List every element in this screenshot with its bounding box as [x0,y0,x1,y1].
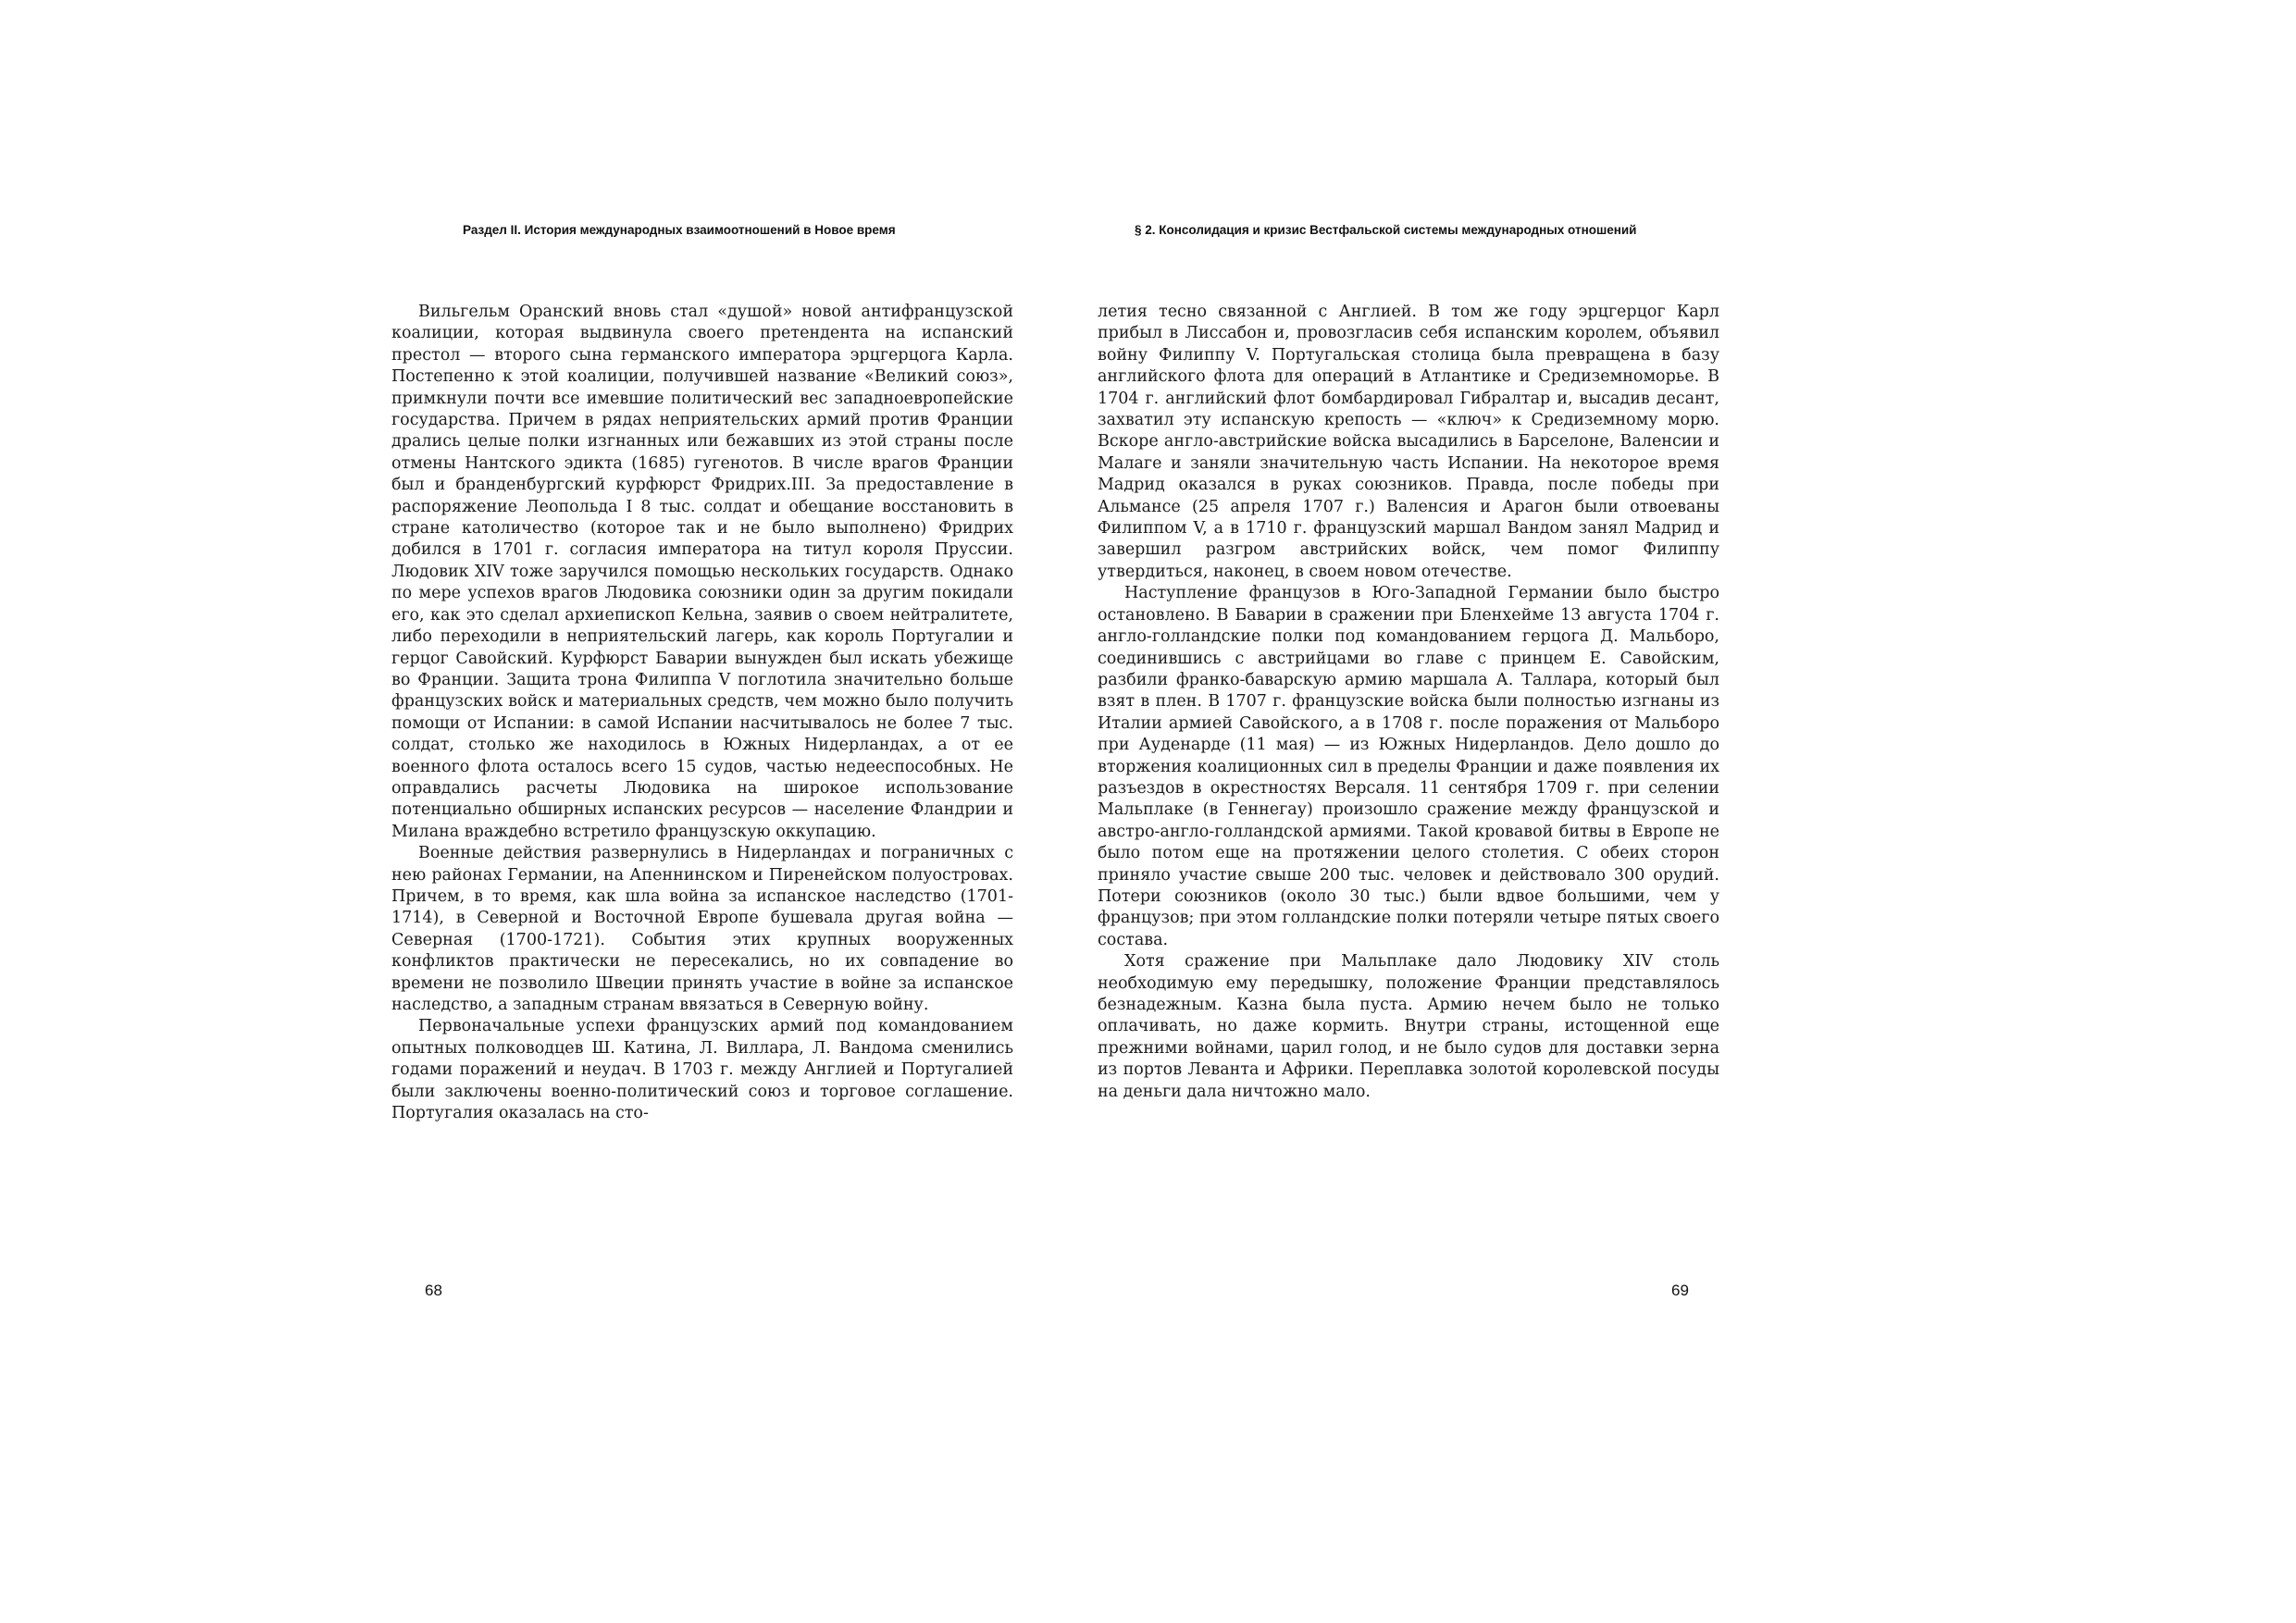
page-number-right: 69 [1671,1282,1689,1299]
paragraph: Вильгельм Оранский вновь стал «душой» новой антифранцузской коалиции, которая выдвинула своего претендента на испанский престол — второго сына германского императора эрцгерцога Карла. Постепенно к этой коалиции, получившей название «Великий союз», примкнули почти все имевшие политический вес западноевропейские государства. Причем в рядах неприятельских армий против Франции дрались целые полки изгнанных или бежавших из этой страны после отмены Нантского эдикта (1685) гугенотов. В числе врагов Франции был и бранденбургский курфюрст Фридрих.III. За предоставление в распоряжение Леопольда I 8 тыс. солдат и обещание восстановить в стране католичество (которое так и не было выполнено) Фридрих добился в 1701 г. согласия императора на титул короля Пруссии. Людовик XIV тоже заручился помощью нескольких государств. Однако по мере успехов врагов Людовика союзники один за другим покидали его, как это сделал архиепископ Кельна, заявив о своем нейтралитете, либо переходили в неприятельский лагерь, как король Португалии и герцог Савойский. Курфюрст Баварии вынужден был искать убежище во Франции. Защита трона Филиппа V поглотила значительно больше французских войск и материальных средств, чем можно было получить помощи от Испании: в самой Испании насчитывалось не более 7 тыс. солдат, столько же находилось в Южных Нидерландах, а от ее военного флота осталось всего 15 судов, частью недееспособных. Не оправдались расчеты Людовика на широкое использование потенциально обширных испанских ресурсов — население Фландрии и Милана враждебно встретило французскую оккупацию. [391,303,1013,841]
running-head-left: Раздел II. История международных взаимоотношений в Новое время [463,223,896,237]
paragraph: Первоначальные успехи французских армий под командованием опытных полководцев Ш. Катина, Л. Виллара, Л. Вандома сменились годами поражений и неудач. В 1703 г. между Англией и Португалией были заключены военно-политический союз и торговое соглашение. Португалия оказалась на сто- [391,1017,1013,1123]
paragraph: Наступление французов в Юго-Западной Германии было быстро остановлено. В Баварии в сражении при Бленхейме 13 августа 1704 г. англо-голландские полки под командованием герцога Д. Мальборо, соединившись с австрийцами во главе с принцем Е. Савойским, разбили франко-баварскую армию маршала А. Таллара, который был взят в плен. В 1707 г. французские войска были полностью изгнаны из Италии армией Савойского, а в 1708 г. после поражения от Мальборо при Ауденарде (11 мая) — из Южных Нидерландов. Дело дошло до вторжения коалиционных сил в пределы Франции и даже появления их разъездов в окрестностях Версаля. 11 сентября 1709 г. при селении Мальплаке (в Геннегау) произошло сражение между французской и австро-англо-голландской армиями. Такой кровавой битвы в Европе не было потом еще на протяжении целого столетия. С обеих сторон приняло участие свыше 200 тыс. человек и действовало 300 орудий. Потери союзников (около 30 тыс.) были вдвое большими, чем у французов; при этом голландские полки потеряли четыре пятых своего состава. [1098,584,1719,949]
text-column-left [391,302,1013,1124]
paragraph: Хотя сражение при Мальплаке дало Людовику XIV столь необходимую ему передышку, положение Франции представлялось безнадежным. Казна была пуста. Армию нечем было не только оплачивать, но даже кормить. Внутри страны, истощенной еще прежними войнами, царил голод, и не было судов для доставки зерна из портов Леванта и Африки. Переплавка золотой королевской посуды на деньги дала ничтожно мало. [1098,952,1719,1101]
right-page [1098,0,2296,1623]
paragraph: летия тесно связанной с Англией. В том же году эрцгерцог Карл прибыл в Лиссабон и, провозгласив себя испанским королем, объявил войну Филиппу V. Португальская столица была превращена в базу английского флота для операций в Атлантике и Средиземноморье. В 1704 г. английский флот бомбардировал Гибралтар и, высадив десант, захватил эту испанскую крепость — «ключ» к Средиземному морю. Вскоре англо-австрийские войска высадились в Барселоне, Валенсии и Малаге и заняли значительную часть Испании. На некоторое время Мадрид оказался в руках союзников. Правда, после победы при Альмансе (25 апреля 1707 г.) Валенсия и Арагон были отвоеваны Филиппом V, а в 1710 г. французский маршал Вандом занял Мадрид и завершил разгром австрийских войск, чем помог Филиппу утвердиться, наконец, в своем новом отечестве. [1098,303,1719,581]
running-head-right: § 2. Консолидация и кризис Вестфальской системы международных отношений [1135,223,1637,237]
text-column-right [1098,302,1719,1103]
page-number-left: 68 [425,1282,442,1299]
paragraph: Военные действия развернулись в Нидерландах и пограничных с нею районах Германии, на Апеннинском и Пиренейском полуостровах. Причем, в то время, как шла война за испанское наследство (1701-1714), в Северной и Восточной Европе бушевала другая война — Северная (1700-1721). События этих крупных вооруженных конфликтов практически не пересекались, но их совпадение во времени не позволило Швеции принять участие в войне за испанское наследство, а западным странам ввязаться в Северную войну. [391,844,1013,1014]
